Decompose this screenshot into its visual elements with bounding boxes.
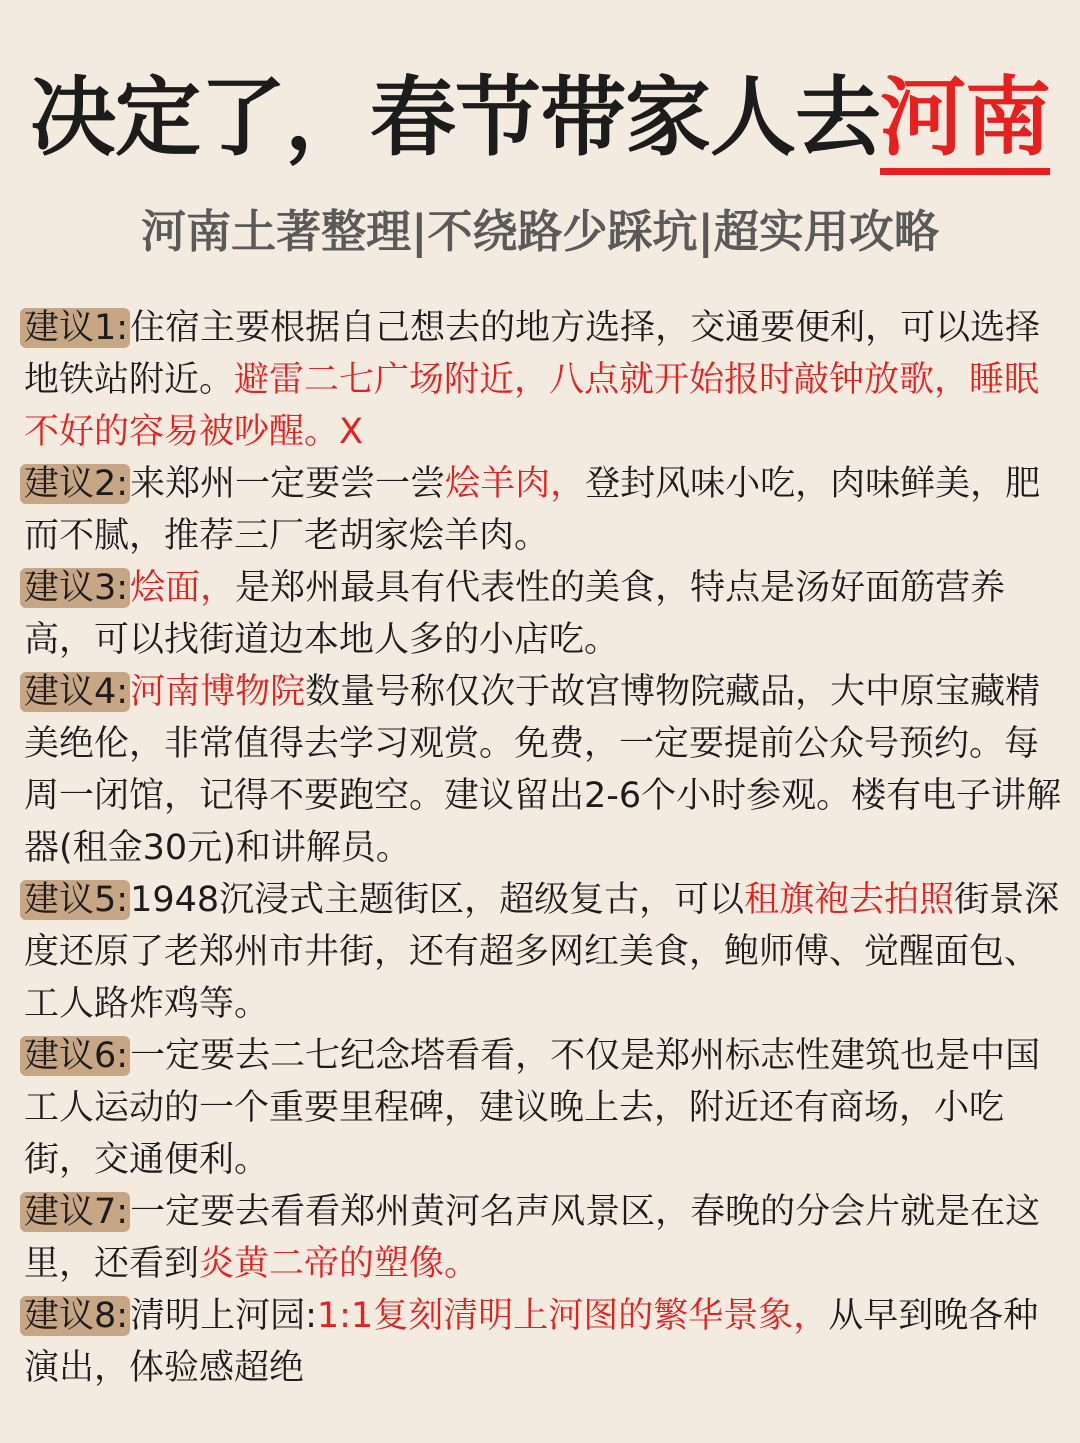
tip-item: [24, 302, 1064, 458]
tip-highlight: 租旗袍去拍照: [744, 880, 955, 920]
page-subtitle: 河南土著整理|不绕路少踩坑|超实用攻略: [141, 205, 939, 258]
tip-highlight: 烩羊肉，: [445, 464, 586, 504]
tip-item: [24, 458, 1064, 562]
tip-label: 建议3:: [20, 568, 130, 608]
tip-text: 一定要去二七纪念塔看看，不仅是郑州标志性建筑也是中国工人运动的一个重要里程碑，建议晚上去，附近还有商场，小吃街，交通便利。: [24, 1036, 1041, 1180]
tip-label: 建议4:: [20, 672, 130, 712]
tip-text: 是郑州最具有代表性的美食，特点是汤好面筋营养高，可以找街道边本地人多的小店吃。: [24, 568, 1006, 660]
tip-highlight: 1:1复刻清明上河图的繁华景象，: [316, 1296, 829, 1336]
tip-highlight: 避雷二七广场附近，八点就开始报时敲钟放歌，睡眠不好的容易被吵醒。X: [24, 360, 1040, 452]
tip-label: 建议6:: [20, 1036, 130, 1076]
tip-highlight: 烩面，: [130, 568, 236, 608]
tip-item: [24, 666, 1064, 874]
tip-text: 1948沉浸式主题街区，超级复古，可以: [130, 880, 745, 920]
tip-label: 建议1:: [20, 308, 130, 348]
tip-item: [24, 1290, 1064, 1394]
tip-label: 建议8:: [20, 1296, 130, 1336]
tip-highlight: 炎黄二帝的塑像。: [199, 1244, 480, 1284]
tip-text: 街景深度还原了老郑州市井街，还有超多网红美食，鲍师傅、觉醒面包、工人路炸鸡等。: [24, 880, 1060, 1024]
tip-label: 建议2:: [20, 464, 130, 504]
tips-list: [24, 302, 1064, 1394]
title-highlight: 河南: [880, 68, 1050, 175]
tip-item: [24, 1030, 1064, 1186]
tip-text: 住宿主要根据自己想去的地方选择，交通要便利，可以选择地铁站附近。: [24, 308, 1041, 400]
tip-text: 来郑州一定要尝一尝: [130, 464, 446, 504]
tip-text: 清明上河园:: [130, 1296, 317, 1336]
tip-text: 从早到晚各种演出，体验感超绝: [24, 1296, 1039, 1388]
tip-label: 建议5:: [20, 880, 130, 920]
tip-label: 建议7:: [20, 1192, 130, 1232]
tip-text: 登封风味小吃，肉味鲜美，肥而不腻，推荐三厂老胡家烩羊肉。: [24, 464, 1041, 556]
page-title: [0, 62, 1080, 175]
tip-item: [24, 1186, 1064, 1290]
title-main: 决定了，春节带家人去: [30, 68, 880, 168]
tip-item: [24, 874, 1064, 1030]
tip-item: [24, 562, 1064, 666]
tip-text: 数量号称仅次于故宫博物院藏品，大中原宝藏精美绝伦，非常值得去学习观赏。免费，一定要提前公众号预约。每周一闭馆，记得不要跑空。建议留出2-6个小时参观。楼有电子讲解器(租金30元)和讲解员。: [24, 672, 1062, 868]
tip-highlight: 河南博物院: [130, 672, 306, 712]
tip-text: 一定要去看看郑州黄河名声风景区，春晚的分会片就是在这里，还看到: [24, 1192, 1041, 1284]
